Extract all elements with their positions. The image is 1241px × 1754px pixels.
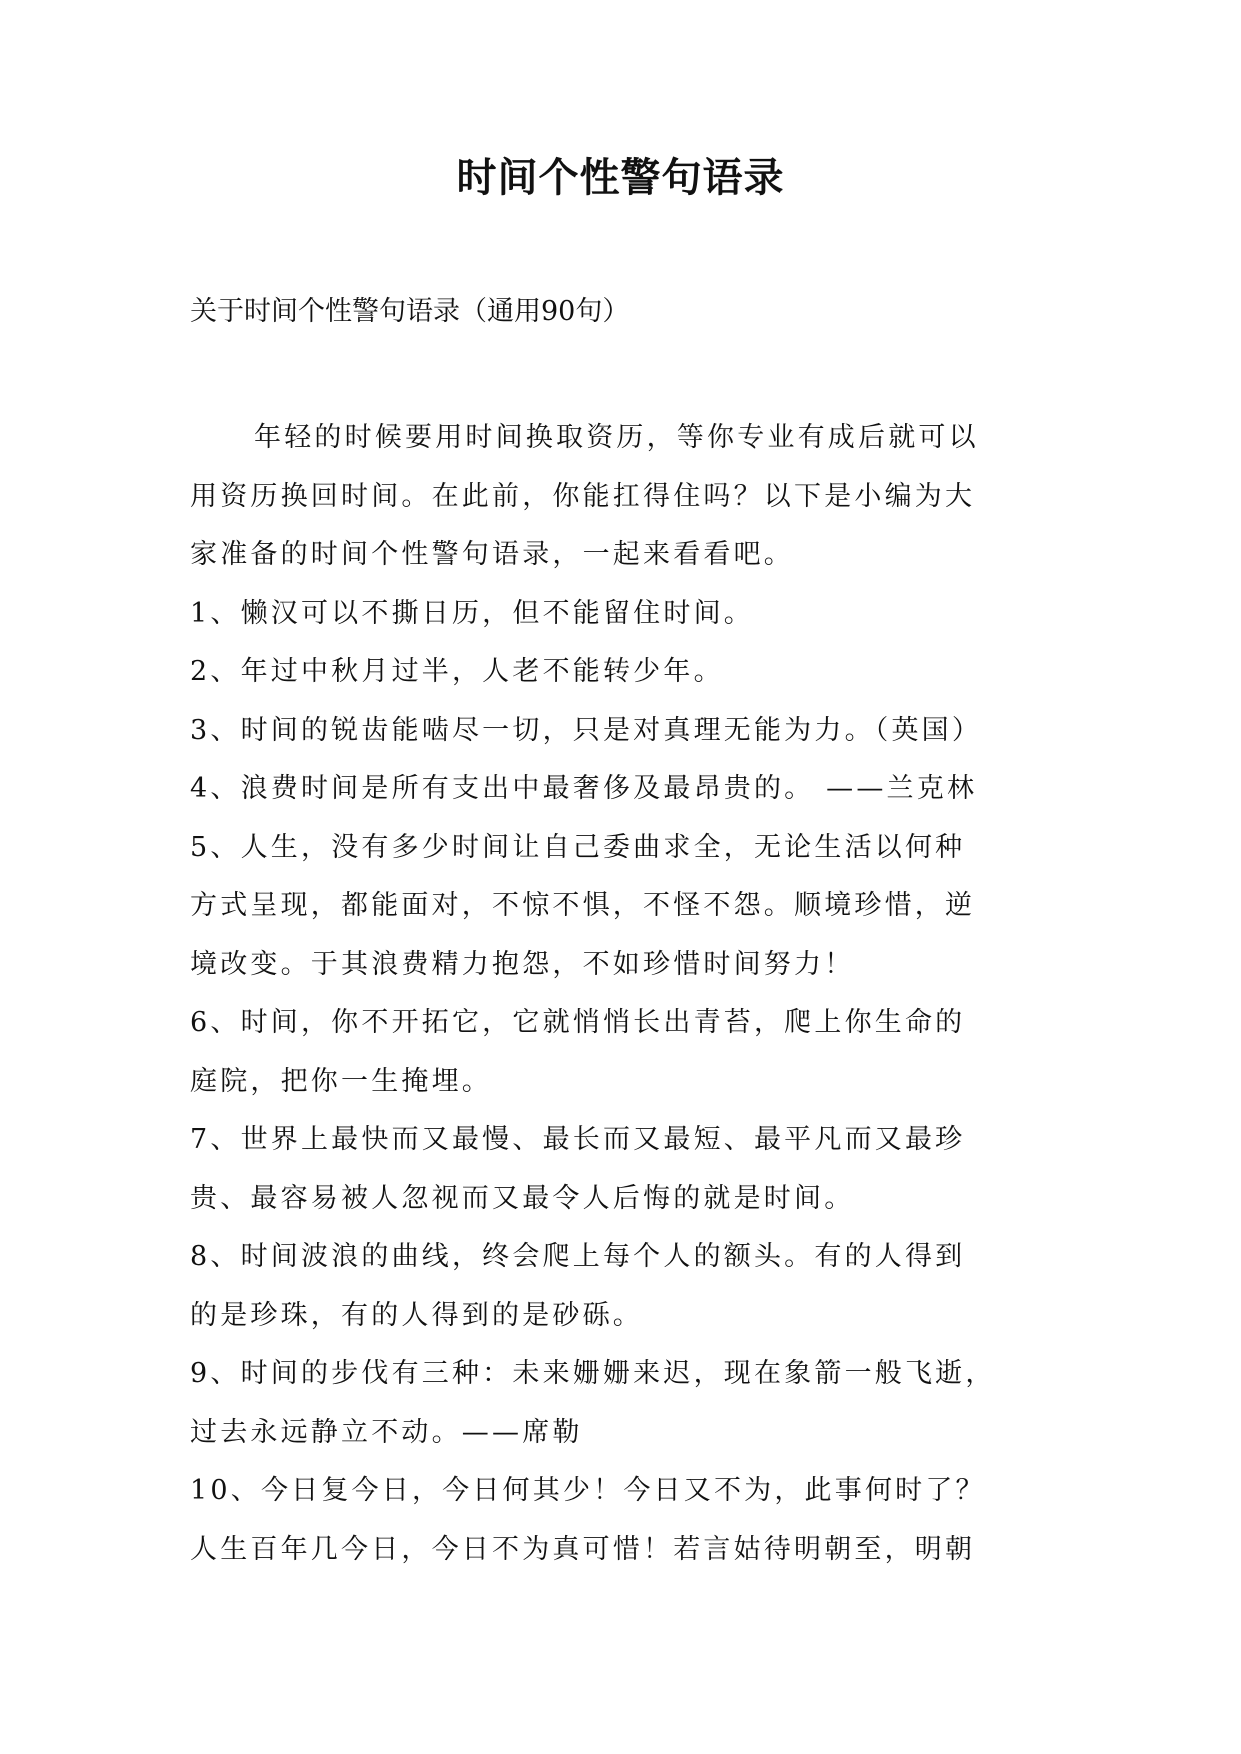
body-line: 境改变。于其浪费精力抱怨，不如珍惜时间努力！: [190, 948, 855, 980]
quote-item-1: 1、懒汉可以不撕日历，但不能留住时间。: [190, 597, 754, 629]
quote-item-6: 6、时间，你不开拓它，它就悄悄长出青苔，爬上你生命的: [190, 1007, 966, 1038]
quote-item-3: 3、时间的锐齿能啮尽一切，只是对真理无能为力。（英国）: [190, 714, 983, 746]
document-title: 时间个性警句语录: [456, 154, 785, 201]
document-body: [190, 409, 1070, 1579]
body-line: 庭院，把你一生掩埋。: [190, 1065, 492, 1097]
quote-item-7: 7、世界上最快而又最慢、最长而又最短、最平凡而又最珍: [190, 1124, 966, 1155]
quote-item-2: 2、年过中秋月过半，人老不能转少年。: [190, 656, 724, 687]
body-line: 用资历换回时间。在此前，你能扛得住吗？以下是小编为大: [190, 480, 976, 512]
quote-item-8: 8、时间波浪的曲线，终会爬上每个人的额头。有的人得到: [190, 1241, 966, 1272]
document-subtitle: 关于时间个性警句语录（通用90句）: [190, 296, 630, 327]
quote-item-4: 4、浪费时间是所有支出中最奢侈及最昂贵的。 ——兰克林: [190, 773, 978, 804]
quote-item-10: 10、今日复今日，今日何其少！今日又不为，此事何时了？: [190, 1475, 986, 1506]
body-line: 的是珍珠，有的人得到的是砂砾。: [190, 1299, 643, 1331]
quote-item-9: 9、时间的步伐有三种：未来姗姗来迟，现在象箭一般飞逝，: [190, 1358, 996, 1389]
body-line: 年轻的时候要用时间换取资历，等你专业有成后就可以: [254, 422, 979, 453]
body-line: 人生百年几今日，今日不为真可惜！若言姑待明朝至，明朝: [190, 1533, 976, 1565]
quote-item-5: 5、人生，没有多少时间让自己委曲求全，无论生活以何种: [190, 831, 966, 863]
body-line: 方式呈现，都能面对，不惊不惧，不怪不怨。顺境珍惜，逆: [190, 890, 976, 921]
body-line: 贵、最容易被人忽视而又最令人后悔的就是时间。: [190, 1182, 855, 1214]
body-line: 过去永远静立不动。——席勒: [190, 1416, 583, 1448]
body-line: 家准备的时间个性警句语录，一起来看看吧。: [190, 539, 794, 570]
